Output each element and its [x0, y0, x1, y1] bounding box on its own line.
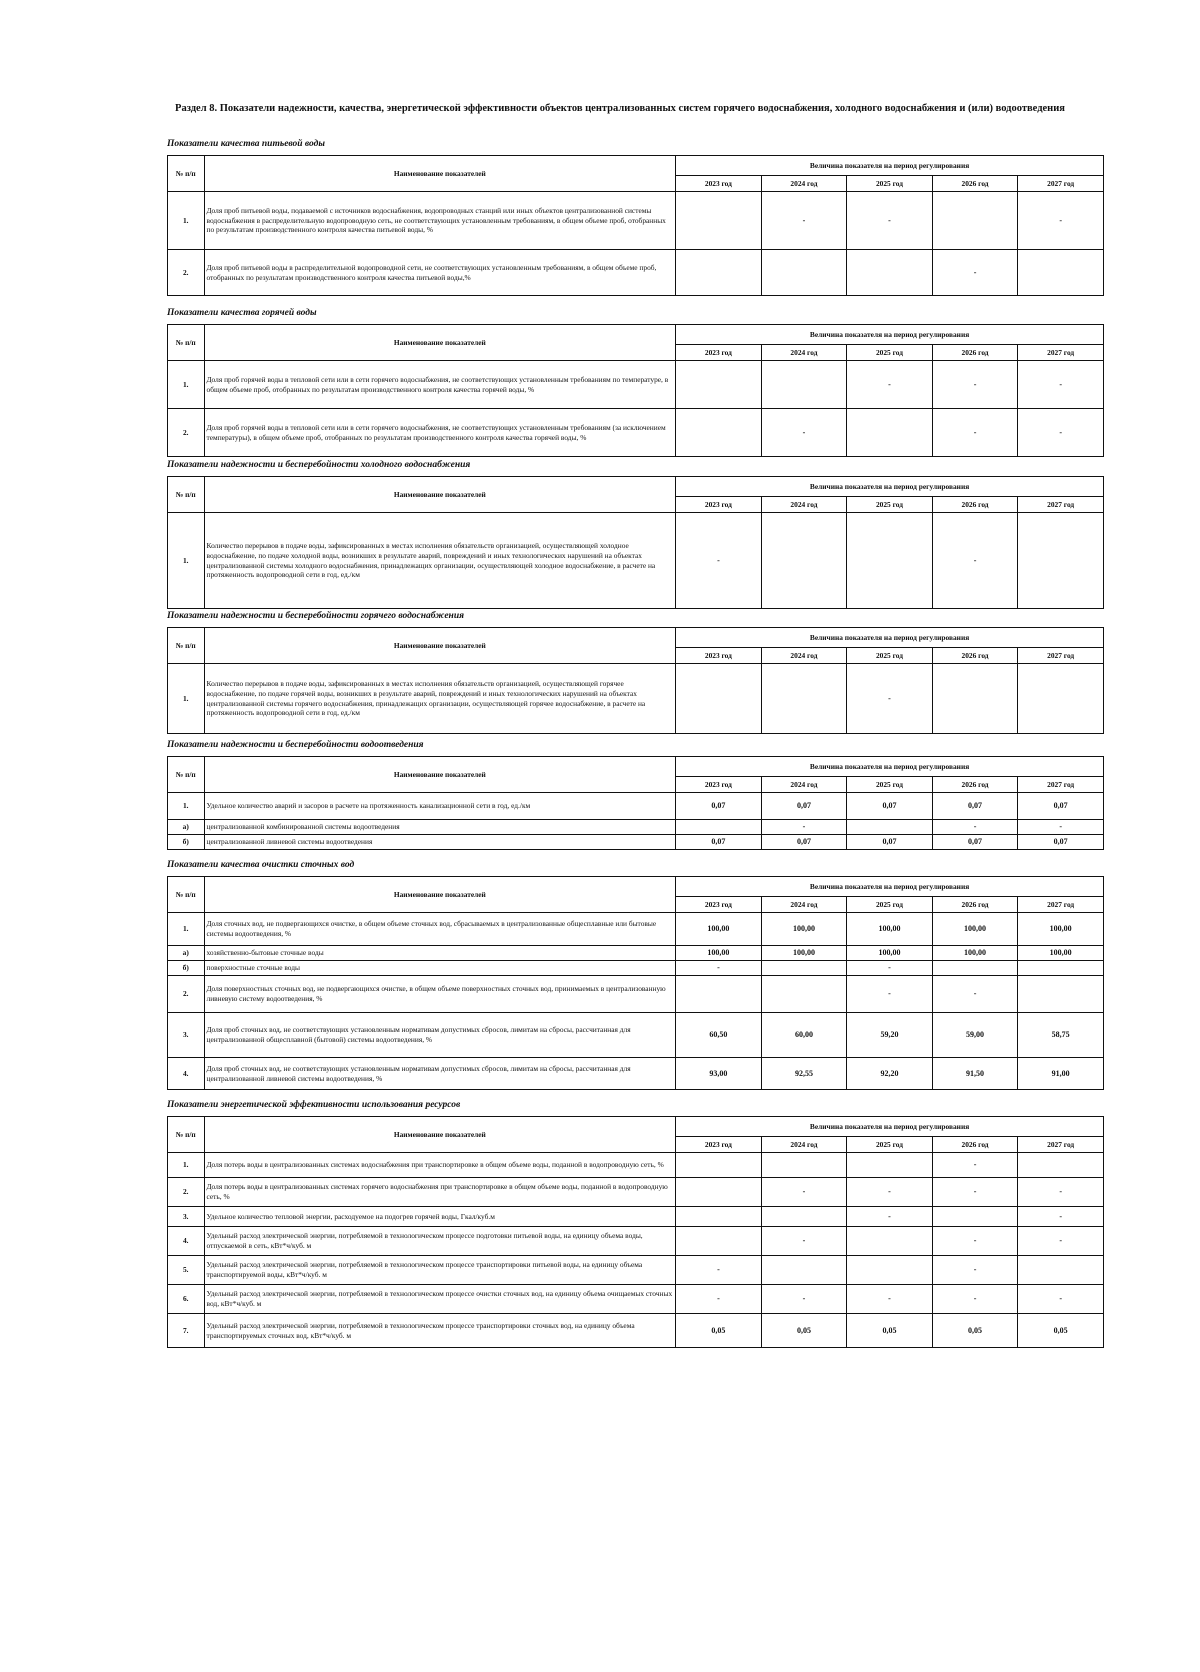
value-cell: -	[1018, 409, 1104, 457]
row-number: а)	[168, 820, 205, 835]
value-header: Величина показателя на период регулирования	[676, 325, 1104, 345]
value-cell: -	[932, 1227, 1018, 1256]
value-cell: -	[761, 1227, 847, 1256]
header-row	[168, 877, 1104, 897]
value-cell: -	[676, 1256, 762, 1285]
value-cell	[932, 192, 1018, 250]
value-cell: 0,07	[847, 793, 933, 820]
table-row	[168, 361, 1104, 409]
value-cell	[676, 664, 762, 734]
indicator-name: Удельное количество тепловой энергии, расходуемое на подогрев горячей воды, Гкал/куб.м	[204, 1207, 676, 1227]
indicator-table	[167, 1116, 1104, 1348]
value-cell	[1018, 976, 1104, 1013]
year-header: 2025 год	[847, 777, 933, 793]
value-cell	[676, 820, 762, 835]
year-header: 2023 год	[676, 897, 762, 913]
value-cell: -	[932, 1153, 1018, 1178]
value-cell: 0,07	[932, 793, 1018, 820]
indicator-name: Удельное количество аварий и засоров в расчете на протяженность канализационной сети в год, ед./км	[204, 793, 676, 820]
value-cell: -	[847, 1178, 933, 1207]
table-row	[168, 409, 1104, 457]
indicator-name: Доля потерь воды в централизованных системах горячего водоснабжения при транспортировке в общем объеме воды, поданной в водопроводную сеть, %	[204, 1178, 676, 1207]
value-cell: 100,00	[847, 913, 933, 946]
value-header: Величина показателя на период регулирования	[676, 156, 1104, 176]
indicator-name: Удельный расход электрической энергии, потребляемой в технологическом процессе транспортировки сточных вод, на единицу объема транспортируемых сточных вод, кВт*ч/куб. м	[204, 1314, 676, 1348]
section-title: Показатели качества горячей воды	[167, 308, 317, 318]
name-header: Наименование показателей	[204, 877, 676, 913]
value-cell	[847, 1153, 933, 1178]
num-header: № п/п	[168, 877, 205, 913]
value-cell: -	[847, 1207, 933, 1227]
value-cell	[676, 1207, 762, 1227]
value-cell: 58,75	[1018, 1013, 1104, 1058]
indicator-name: Доля проб горячей воды в тепловой сети или в сети горячего водоснабжения, не соответствующих установленным требованиям по температуре, в общем объеме проб, отобранных по результатам производственного контроля качества горячей воды, %	[204, 361, 676, 409]
indicator-name: Количество перерывов в подаче воды, зафиксированных в местах исполнения обязательств организацией, осуществляющей холодное водоснабжение, по подаче холодной воды, возникших в результате аварий, повреждений и иных технологических нарушений на объектах централизованной системы холодного водоснабжения, принадлежащих организации, осуществляющей холодное водоснабжение, в расчете на протяженность водопроводной сети в год, ед./км	[204, 513, 676, 609]
header-row	[168, 156, 1104, 176]
value-cell: 100,00	[847, 946, 933, 961]
value-cell: -	[1018, 1207, 1104, 1227]
value-header: Величина показателя на период регулирования	[676, 477, 1104, 497]
value-cell	[847, 820, 933, 835]
value-header: Величина показателя на период регулирования	[676, 757, 1104, 777]
value-cell: -	[676, 513, 762, 609]
name-header: Наименование показателей	[204, 1117, 676, 1153]
num-header: № п/п	[168, 757, 205, 793]
indicator-table	[167, 627, 1104, 734]
value-cell	[676, 1178, 762, 1207]
row-number: б)	[168, 961, 205, 976]
year-header: 2024 год	[761, 345, 847, 361]
table-row	[168, 1207, 1104, 1227]
table-row	[168, 250, 1104, 296]
value-cell: -	[932, 361, 1018, 409]
table-row	[168, 1256, 1104, 1285]
value-cell	[676, 1227, 762, 1256]
value-cell	[676, 976, 762, 1013]
section-title: Показатели качества питьевой воды	[167, 139, 325, 149]
table-row	[168, 793, 1104, 820]
indicator-name: Доля проб питьевой воды, подаваемой с источников водоснабжения, водопроводных станций или иных объектов централизованной системы водоснабжения в распределительную водопроводную сеть, не соответствующих установленным требованиям, в общем объеме проб, отобранных по результатам производственного контроля качества питьевой воды, %	[204, 192, 676, 250]
value-cell	[847, 409, 933, 457]
indicator-name: Доля проб горячей воды в тепловой сети или в сети горячего водоснабжения, не соответствующих установленным требованиям (за исключением температуры), в общем объеме проб, отобранных по результатам производственного контроля качества горячей воды, %	[204, 409, 676, 457]
indicator-name: централизованной комбинированной системы водоотведения	[204, 820, 676, 835]
value-cell: -	[676, 1285, 762, 1314]
year-header: 2027 год	[1018, 777, 1104, 793]
year-header: 2026 год	[932, 176, 1018, 192]
row-number: 5.	[168, 1256, 205, 1285]
table-row	[168, 1013, 1104, 1058]
value-cell	[1018, 664, 1104, 734]
value-cell	[847, 1227, 933, 1256]
year-header: 2025 год	[847, 497, 933, 513]
year-header: 2024 год	[761, 1137, 847, 1153]
header-row	[168, 325, 1104, 345]
indicator-table	[167, 324, 1104, 457]
value-cell: 59,00	[932, 1013, 1018, 1058]
value-cell: 100,00	[932, 913, 1018, 946]
header-row	[168, 628, 1104, 648]
year-header: 2023 год	[676, 497, 762, 513]
year-header: 2025 год	[847, 176, 933, 192]
row-number: 2.	[168, 976, 205, 1013]
num-header: № п/п	[168, 628, 205, 664]
row-number: 2.	[168, 409, 205, 457]
value-cell	[761, 976, 847, 1013]
value-cell	[761, 361, 847, 409]
value-cell: -	[761, 820, 847, 835]
value-cell: -	[932, 1256, 1018, 1285]
section-title: Показатели надежности и бесперебойности горячего водоснабжения	[167, 611, 465, 621]
indicator-name: Количество перерывов в подаче воды, зафиксированных в местах исполнения обязательств организацией, осуществляющей горячее водоснабжение, по подаче горячей воды, возникших в результате аварий, повреждений и иных технологических нарушений на объектах централизованной системы горячего водоснабжения, принадлежащих организации, осуществляющей горячее водоснабжение, в расчете на протяженность водопроводной сети в год, ед./км	[204, 664, 676, 734]
value-cell: 0,07	[676, 835, 762, 850]
row-number: 1.	[168, 664, 205, 734]
indicator-table	[167, 476, 1104, 609]
row-number: б)	[168, 835, 205, 850]
year-header: 2027 год	[1018, 497, 1104, 513]
year-header: 2026 год	[932, 345, 1018, 361]
table-row	[168, 1314, 1104, 1348]
indicator-name: централизованной ливневой системы водоотведения	[204, 835, 676, 850]
value-cell: 100,00	[1018, 913, 1104, 946]
table-row	[168, 835, 1104, 850]
indicator-table	[167, 876, 1104, 1090]
value-cell: 91,50	[932, 1058, 1018, 1090]
value-cell: -	[847, 192, 933, 250]
value-cell: -	[676, 961, 762, 976]
value-cell: -	[761, 409, 847, 457]
section-title: Показатели энергетической эффективности использования ресурсов	[167, 1100, 461, 1110]
row-number: 2.	[168, 1178, 205, 1207]
value-cell: -	[1018, 192, 1104, 250]
value-cell: 0,07	[676, 793, 762, 820]
num-header: № п/п	[168, 156, 205, 192]
value-cell: -	[932, 976, 1018, 1013]
value-header: Величина показателя на период регулирования	[676, 877, 1104, 897]
value-cell: -	[761, 192, 847, 250]
value-cell: 60,50	[676, 1013, 762, 1058]
value-cell	[676, 192, 762, 250]
value-cell	[1018, 1153, 1104, 1178]
year-header: 2026 год	[932, 897, 1018, 913]
year-header: 2027 год	[1018, 176, 1104, 192]
row-number: 1.	[168, 793, 205, 820]
value-cell: -	[1018, 1285, 1104, 1314]
num-header: № п/п	[168, 477, 205, 513]
value-cell: -	[847, 976, 933, 1013]
indicator-table	[167, 756, 1104, 850]
value-header: Величина показателя на период регулирования	[676, 1117, 1104, 1137]
indicator-name: Удельный расход электрической энергии, потребляемой в технологическом процессе подготовки питьевой воды, на единицу объема воды, отпускаемой в сеть, кВт*ч/куб. м	[204, 1227, 676, 1256]
section-title: Показатели надежности и бесперебойности холодного водоснабжения	[167, 460, 471, 470]
row-number: 3.	[168, 1207, 205, 1227]
value-cell: 93,00	[676, 1058, 762, 1090]
table-row	[168, 513, 1104, 609]
year-header: 2023 год	[676, 176, 762, 192]
value-cell	[847, 513, 933, 609]
value-cell: 0,07	[761, 835, 847, 850]
value-cell	[847, 1256, 933, 1285]
value-cell	[1018, 513, 1104, 609]
value-cell: 100,00	[676, 913, 762, 946]
value-cell	[932, 664, 1018, 734]
name-header: Наименование показателей	[204, 757, 676, 793]
header-row	[168, 1117, 1104, 1137]
value-header: Величина показателя на период регулирования	[676, 628, 1104, 648]
value-cell: -	[847, 961, 933, 976]
value-cell	[676, 409, 762, 457]
row-number: 2.	[168, 250, 205, 296]
row-number: 6.	[168, 1285, 205, 1314]
year-header: 2025 год	[847, 345, 933, 361]
value-cell: -	[932, 409, 1018, 457]
value-cell	[761, 1207, 847, 1227]
value-cell	[1018, 1256, 1104, 1285]
table-row	[168, 1285, 1104, 1314]
value-cell	[761, 513, 847, 609]
year-header: 2024 год	[761, 176, 847, 192]
year-header: 2024 год	[761, 648, 847, 664]
indicator-name: Удельный расход электрической энергии, потребляемой в технологическом процессе очистки сточных вод, на единицу объема очищаемых сточных вод, кВт*ч/куб. м	[204, 1285, 676, 1314]
value-cell: -	[1018, 820, 1104, 835]
indicator-name: Удельный расход электрической энергии, потребляемой в технологическом процессе транспортировки питьевой воды, на единицу объема транспортируемой воды, кВт*ч/куб. м	[204, 1256, 676, 1285]
table-row	[168, 1058, 1104, 1090]
name-header: Наименование показателей	[204, 156, 676, 192]
year-header: 2024 год	[761, 497, 847, 513]
row-number: 1.	[168, 192, 205, 250]
value-cell: 100,00	[761, 946, 847, 961]
header-row	[168, 757, 1104, 777]
value-cell	[1018, 250, 1104, 296]
value-cell: -	[761, 1285, 847, 1314]
year-header: 2023 год	[676, 345, 762, 361]
year-header: 2024 год	[761, 897, 847, 913]
section-title: Показатели качества очистки сточных вод	[167, 860, 355, 870]
value-cell: 59,20	[847, 1013, 933, 1058]
indicator-name: Доля сточных вод, не подвергающихся очистке, в общем объеме сточных вод, сбрасываемых в централизованные общесплавные или бытовые системы водоотведения, %	[204, 913, 676, 946]
value-cell: 60,00	[761, 1013, 847, 1058]
year-header: 2027 год	[1018, 648, 1104, 664]
year-header: 2026 год	[932, 497, 1018, 513]
indicator-name: Доля проб сточных вод, не соответствующих установленным нормативам допустимых сбросов, лимитам на сбросы, рассчитанная для централизованной ливневой системы водоотведения, %	[204, 1058, 676, 1090]
value-cell: -	[847, 664, 933, 734]
num-header: № п/п	[168, 325, 205, 361]
year-header: 2023 год	[676, 648, 762, 664]
table-row	[168, 192, 1104, 250]
value-cell	[761, 1256, 847, 1285]
value-cell: -	[932, 250, 1018, 296]
value-cell: -	[932, 1285, 1018, 1314]
value-cell: 92,20	[847, 1058, 933, 1090]
year-header: 2025 год	[847, 1137, 933, 1153]
value-cell: -	[1018, 361, 1104, 409]
value-cell: -	[932, 1178, 1018, 1207]
row-number: 4.	[168, 1058, 205, 1090]
value-cell: 0,07	[1018, 835, 1104, 850]
year-header: 2027 год	[1018, 1137, 1104, 1153]
value-cell: 0,05	[847, 1314, 933, 1348]
value-cell	[761, 664, 847, 734]
indicator-name: Доля поверхностных сточных вод, не подвергающихся очистке, в общем объеме поверхностных сточных вод, принимаемых в централизованную ливневую систему водоотведения, %	[204, 976, 676, 1013]
year-header: 2024 год	[761, 777, 847, 793]
value-cell: 91,00	[1018, 1058, 1104, 1090]
value-cell: 0,05	[761, 1314, 847, 1348]
year-header: 2027 год	[1018, 897, 1104, 913]
value-cell: 0,07	[1018, 793, 1104, 820]
value-cell	[676, 250, 762, 296]
indicator-name: Доля проб питьевой воды в распределительной водопроводной сети, не соответствующих установленным требованиям, в общем объеме проб, отобранных по результатам производственного контроля качества питьевой воды,%	[204, 250, 676, 296]
value-cell: -	[1018, 1178, 1104, 1207]
value-cell	[761, 1153, 847, 1178]
value-cell: -	[932, 513, 1018, 609]
num-header: № п/п	[168, 1117, 205, 1153]
value-cell	[847, 250, 933, 296]
value-cell	[676, 361, 762, 409]
table-row	[168, 961, 1104, 976]
year-header: 2025 год	[847, 648, 933, 664]
indicator-table	[167, 155, 1104, 296]
table-row	[168, 664, 1104, 734]
value-cell	[932, 1207, 1018, 1227]
value-cell: 92,55	[761, 1058, 847, 1090]
value-cell	[1018, 961, 1104, 976]
value-cell: 100,00	[676, 946, 762, 961]
value-cell: 100,00	[1018, 946, 1104, 961]
value-cell	[676, 1153, 762, 1178]
table-row	[168, 946, 1104, 961]
page-title: Раздел 8. Показатели надежности, качества, энергетической эффективности объектов централизованных систем горячего водоснабжения, холодного водоснабжения и (или) водоотведения	[175, 103, 1065, 114]
indicator-name: Доля потерь воды в централизованных системах водоснабжения при транспортировке в общем объеме воды, поданной в водопроводную сеть, %	[204, 1153, 676, 1178]
row-number: 1.	[168, 913, 205, 946]
value-cell: -	[1018, 1227, 1104, 1256]
row-number: 4.	[168, 1227, 205, 1256]
year-header: 2027 год	[1018, 345, 1104, 361]
row-number: 1.	[168, 513, 205, 609]
row-number: 7.	[168, 1314, 205, 1348]
table-row	[168, 820, 1104, 835]
value-cell: -	[932, 820, 1018, 835]
year-header: 2025 год	[847, 897, 933, 913]
value-cell	[761, 961, 847, 976]
row-number: 3.	[168, 1013, 205, 1058]
value-cell: 100,00	[761, 913, 847, 946]
value-cell	[761, 250, 847, 296]
table-row	[168, 1153, 1104, 1178]
value-cell: 0,05	[676, 1314, 762, 1348]
header-row	[168, 477, 1104, 497]
year-header: 2026 год	[932, 648, 1018, 664]
table-row	[168, 1178, 1104, 1207]
row-number: 1.	[168, 1153, 205, 1178]
section-title: Показатели надежности и бесперебойности водоотведения	[167, 740, 424, 750]
value-cell: 100,00	[932, 946, 1018, 961]
value-cell: -	[847, 1285, 933, 1314]
table-row	[168, 976, 1104, 1013]
value-cell: 0,07	[761, 793, 847, 820]
year-header: 2023 год	[676, 1137, 762, 1153]
table-row	[168, 1227, 1104, 1256]
indicator-name: Доля проб сточных вод, не соответствующих установленным нормативам допустимых сбросов, лимитам на сбросы, рассчитанная для централизованной общесплавной (бытовой) системы водоотведения, %	[204, 1013, 676, 1058]
value-cell: 0,07	[847, 835, 933, 850]
name-header: Наименование показателей	[204, 628, 676, 664]
indicator-name: поверхностные сточные воды	[204, 961, 676, 976]
value-cell	[932, 961, 1018, 976]
year-header: 2026 год	[932, 1137, 1018, 1153]
value-cell: 0,05	[932, 1314, 1018, 1348]
value-cell: -	[847, 361, 933, 409]
name-header: Наименование показателей	[204, 477, 676, 513]
indicator-name: хозяйственно-бытовые сточные воды	[204, 946, 676, 961]
year-header: 2026 год	[932, 777, 1018, 793]
row-number: а)	[168, 946, 205, 961]
year-header: 2023 год	[676, 777, 762, 793]
value-cell: 0,05	[1018, 1314, 1104, 1348]
value-cell: -	[761, 1178, 847, 1207]
row-number: 1.	[168, 361, 205, 409]
value-cell: 0,07	[932, 835, 1018, 850]
table-row	[168, 913, 1104, 946]
name-header: Наименование показателей	[204, 325, 676, 361]
